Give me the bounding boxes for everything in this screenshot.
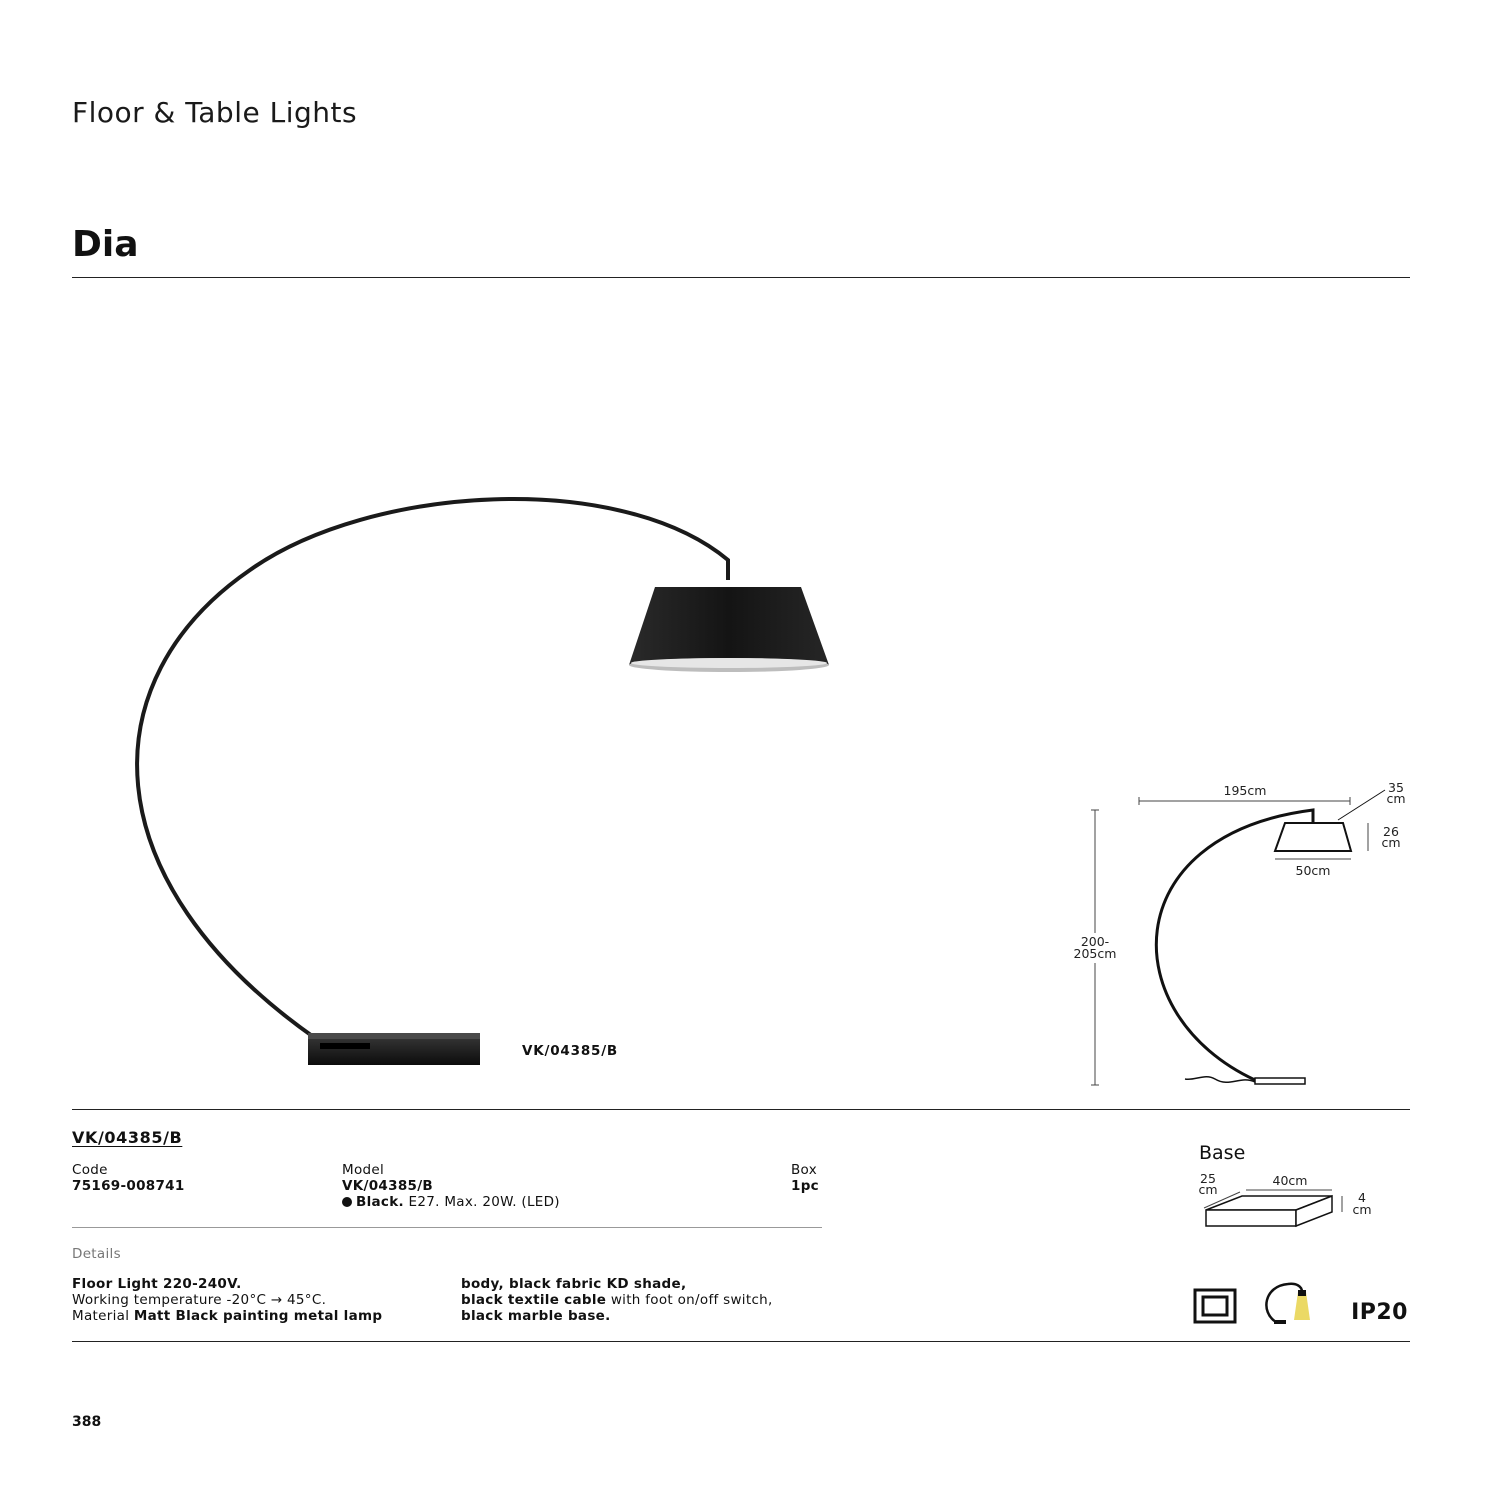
details-voltage: Floor Light 220-240V.: [72, 1276, 242, 1292]
model-label: Model: [342, 1162, 385, 1178]
diagram-width-label: 195cm: [1223, 783, 1267, 798]
diagram-shade-height-label-2: cm: [1381, 835, 1401, 850]
diagram-height-label-1: 200-: [1080, 934, 1110, 949]
code-label: Code: [72, 1162, 108, 1178]
model-value: VK/04385/B: [342, 1178, 434, 1194]
finish-color-swatch: [342, 1197, 352, 1207]
details-column-1: [72, 1276, 452, 1324]
details-divider: [72, 1227, 822, 1228]
diagram-height-label-2: 205cm: [1073, 946, 1117, 961]
variant-heading: VK/04385/B: [72, 1128, 183, 1147]
details-label: Details: [72, 1246, 121, 1262]
base-width-label: 40cm: [1272, 1173, 1308, 1188]
page-number: 388: [72, 1414, 102, 1430]
details-material: Material Matt Black painting metal lamp: [72, 1308, 383, 1324]
product-title: Dia: [72, 224, 139, 265]
ip-rating: IP20: [1351, 1300, 1408, 1325]
base-height-label-1: 4: [1358, 1190, 1366, 1205]
diagram-shade-height-label-1: 26: [1383, 824, 1399, 839]
finish-spec: E27. Max. 20W. (LED): [408, 1194, 560, 1210]
variant-divider: [72, 1109, 1410, 1110]
base-height-label-2: cm: [1352, 1202, 1372, 1217]
footer-divider: [72, 1341, 1410, 1342]
base-depth-label-2: cm: [1198, 1182, 1218, 1197]
dimension-diagram: [1055, 775, 1430, 1095]
box-label: Box: [791, 1162, 817, 1178]
details-column-2: [461, 1276, 841, 1324]
diagram-shade-top-label-2: cm: [1386, 791, 1406, 806]
code-value: 75169-008741: [72, 1178, 185, 1194]
base-depth-label-1: 25: [1200, 1171, 1216, 1186]
finish-name: Black.: [356, 1194, 404, 1210]
lamp-arc-led-icon: [1262, 1280, 1322, 1328]
diagram-shade-bottom-label: 50cm: [1295, 863, 1331, 878]
section-title: Floor & Table Lights: [72, 96, 358, 129]
class-ii-double-square-icon: [1193, 1288, 1237, 1324]
box-value: 1pc: [791, 1178, 819, 1194]
base-title: Base: [1199, 1142, 1246, 1164]
diagram-shade-top-label-1: 35: [1388, 780, 1404, 795]
finish-line: [342, 1194, 560, 1210]
details-temperature: Working temperature -20°C → 45°C.: [72, 1292, 327, 1308]
title-divider: [72, 277, 1410, 278]
base-dimension-diagram: [1190, 1140, 1410, 1240]
details-cable: black textile cable with foot on/off switch,: [461, 1292, 773, 1308]
photo-caption: VK/04385/B: [522, 1043, 619, 1059]
product-photo: [100, 480, 860, 1080]
details-shade: body, black fabric KD shade,: [461, 1276, 687, 1292]
details-base: black marble base.: [461, 1308, 611, 1324]
